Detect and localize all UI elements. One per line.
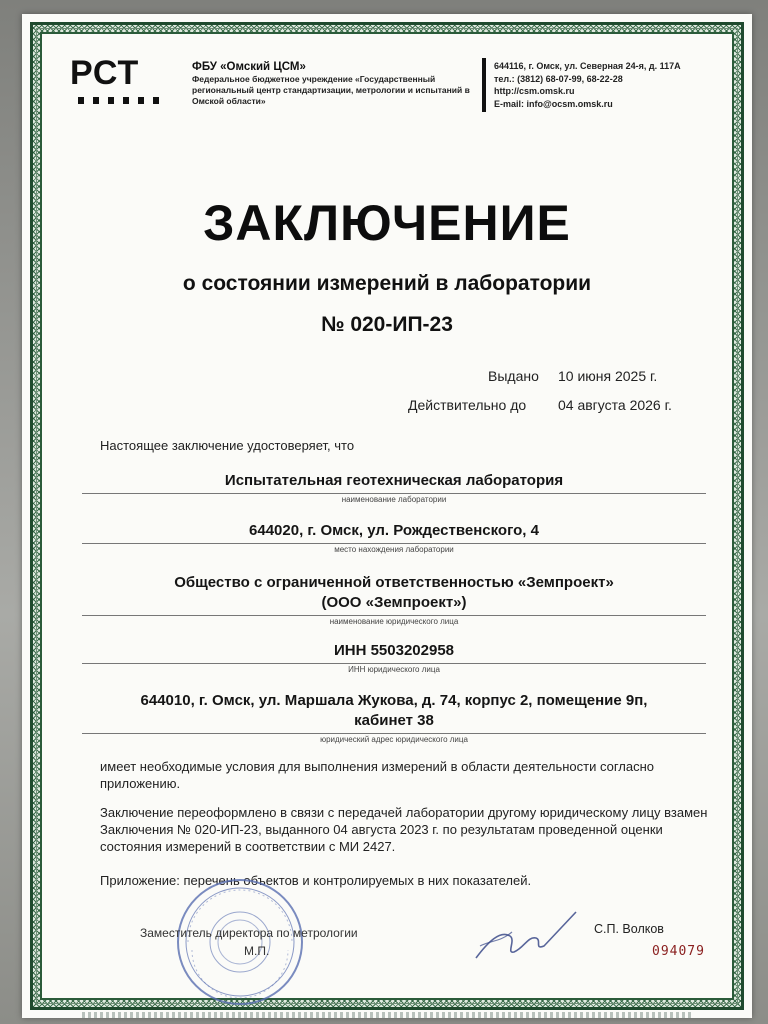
handwritten-signature <box>470 902 580 972</box>
issuer-full-name: Федеральное бюджетное учреждение «Государственный региональный центр стандартизации, метрологии и испытаний в Омской области» <box>192 74 470 106</box>
entity-inn: ИНН 5503202958 <box>333 642 455 659</box>
microtext-line <box>82 1012 692 1018</box>
reissue-paragraph: Заключение переоформлено в связи с передачей лаборатории другому юридическому лицу взамен Заключения № 020-ИП-23, выданного 04 августа 2023 г. по результатам проведенной оценки состояния измерений в соответствии с МИ 2427. <box>100 805 708 854</box>
document-number: № 020-ИП-23 <box>321 313 453 336</box>
intro-text: Настоящее заключение удостоверяет, что <box>100 438 355 453</box>
signatory-position: Заместитель директора по метрологии <box>140 926 358 940</box>
issuer-contacts <box>494 60 734 110</box>
valid-until-label: Действительно до <box>408 397 527 413</box>
legal-address-caption: юридический адрес юридического лица <box>82 733 706 744</box>
document-subtitle: о состоянии измерений в лаборатории <box>182 272 592 295</box>
entity-name-line1: Общество с ограниченной ответственностью «Земпроект» <box>174 574 614 591</box>
issued-date: 10 июня 2025 г. <box>558 368 658 384</box>
issuer-email: E-mail: info@ocsm.omsk.ru <box>494 98 613 109</box>
lab-name-caption: наименование лаборатории <box>82 493 706 504</box>
lab-name: Испытательная геотехническая лаборатория <box>224 472 564 489</box>
legal-address-line2: кабинет 38 <box>354 712 434 729</box>
valid-until-date: 04 августа 2026 г. <box>558 397 672 413</box>
entity-name-line2: (ООО «Земпроект») <box>321 594 467 611</box>
certificate-sheet <box>22 14 752 1018</box>
entity-name-caption: наименование юридического лица <box>82 615 706 626</box>
conditions-paragraph: имеет необходимые условия для выполнения измерений в области деятельности согласно приложению. <box>100 759 655 791</box>
inn-caption: ИНН юридического лица <box>82 663 706 674</box>
document-title: ЗАКЛЮЧЕНИЕ <box>203 195 571 251</box>
rst-logo <box>70 54 182 106</box>
header-divider <box>482 58 486 112</box>
issuer-phone: тел.: (3812) 68-07-99, 68-22-28 <box>494 73 623 84</box>
seal-place-mark: М.П. <box>244 944 270 958</box>
issuer-name: ФБУ «Омский ЦСМ» <box>192 61 306 73</box>
issuer-address: 644116, г. Омск, ул. Северная 24-я, д. 117А <box>494 61 681 71</box>
issuer-block <box>192 60 472 107</box>
legal-address-line1: 644010, г. Омск, ул. Маршала Жукова, д. 74, корпус 2, помещение 9п, <box>140 692 648 709</box>
official-seal <box>174 876 306 1008</box>
serial-number: 094079 <box>652 944 705 959</box>
logo-text: РСТ <box>70 54 140 92</box>
logo-bars <box>78 97 159 104</box>
issued-label: Выдано <box>488 368 539 384</box>
appendix-line: Приложение: перечень объектов и контролируемых в них показателей. <box>100 873 532 888</box>
signatory-name: С.П. Волков <box>594 922 664 936</box>
certificate-content <box>40 32 734 1000</box>
issuer-website: http://csm.omsk.ru <box>494 86 575 96</box>
lab-location-caption: место нахождения лаборатории <box>82 543 706 554</box>
lab-location: 644020, г. Омск, ул. Рождественского, 4 <box>249 522 539 539</box>
